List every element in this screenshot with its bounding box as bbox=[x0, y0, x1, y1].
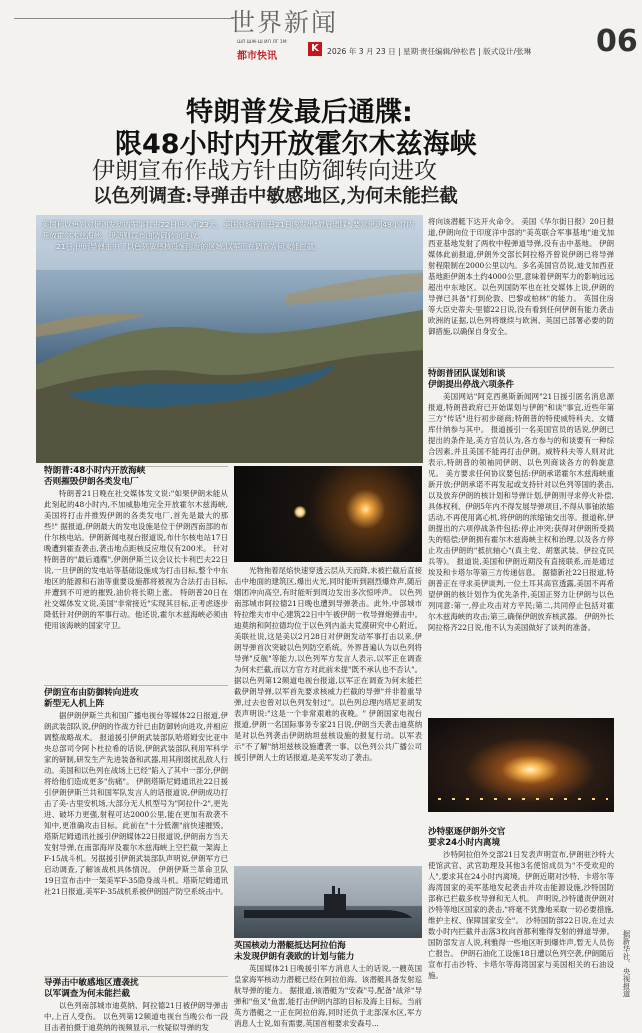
paper-logo-small: ШЛ ШЖ-Ш ИЛ ЛГ 1М bbox=[237, 40, 287, 45]
col3-section-5 bbox=[428, 369, 614, 721]
s3-body: 以色列南部城市迪莫纳、阿拉德21日被伊朗导弹击中,上百人受伤。 以色列第12频道电视台当晚公布一段目击者拍摄于迪莫纳的视频显示,一枚疑似导弹的发 bbox=[44, 1001, 228, 1032]
date-line: 2026 年 3 月 23 日 | 星期一 bbox=[327, 47, 426, 56]
s4-heading-1: 英国核动力潜艇抵达阿拉伯海 bbox=[234, 941, 346, 951]
col3-section-6 bbox=[428, 827, 614, 1019]
s4-heading-2: 未发现伊朗有袭欧的计划与能力 bbox=[234, 952, 355, 962]
s2-heading-1: 伊朗宣布由防御转向进攻 bbox=[44, 688, 139, 698]
masthead-rule bbox=[14, 18, 234, 19]
lead-paragraph-1: 美国和以色列对伊朗发动的军事打击22日进入第23天。美国总统特朗普21日晚发出"最后通牒",要求伊朗48小时内开放霍尔木兹海峡。伊朗则宣布由防御转向进攻。 bbox=[42, 220, 414, 240]
s1-heading-2: 否则摧毁伊朗各类发电厂 bbox=[44, 477, 139, 487]
paper-logo-name: 都市快讯 bbox=[237, 51, 277, 62]
credits-line: 责任编辑/钟松君 | 版式设计/张琳 bbox=[420, 47, 532, 56]
s2-heading-2: 新型无人机上阵 bbox=[44, 699, 105, 709]
headline-sub: 伊朗宣布作战方针由防御转向进攻 bbox=[92, 158, 437, 184]
lead-paragraph-2: 21日,伊朗导弹击中了以色列敏感核设施附近的区域,以军正在调查为何未能拦截。 bbox=[56, 242, 322, 251]
col2-body-1: 光物拖着尾焰快速穿透云层从天而降,未被拦截后直接击中地面的建筑区,爆出火光,同时能听到剧烈爆炸声,随后烟团冲向高空,有时能听到周边发出多次惊呼声。 以色列南部城市阿拉德21日晚也遭到导弹袭击。此外,中部城市特拉维夫市中心建筑22日中午被伊朗一枚导弹炮弹击中。 迪莫纳和阿拉德均位于以色列内盖夫荒漠研究中心附近。美联社说,这是美以2月28日对伊朗发动军事打击以来,伊朗导弹首次突破以色列防空系统。外界普遍认为以色列将导弹"反舰"等能力,以色列军方发言人表示,以军正在调查为何未拦截,而以方官方对此前未提"既不承认也不否认"。 据以色列第12频道电视台报道,以军正在调查为何未能拦截伊朗导弹,以军首先要求核威力拦截的导弹"并非着重导弹,过去也曾对以色列发射过"。以色列总理内塔尼亚胡发表声明说:"这是一个非常艰难的夜晚。" 伊朗国家电视台报道,伊朗一名国际事务专家21日说,伊朗当天袭击迪莫纳是对以色列袭击伊朗纳坦兹核设施的报复行动。以军表示"不了解"纳坦兹核设施遭袭一事。以色列公共广播公司援引伊朗人士的话报道,是美军发动了袭击。 bbox=[234, 566, 422, 762]
lead-photo-art bbox=[36, 215, 423, 463]
page-number: 06 bbox=[596, 24, 638, 59]
lead-text-box bbox=[42, 219, 414, 252]
masthead bbox=[0, 0, 642, 68]
submarine-photo bbox=[234, 866, 422, 938]
s3-heading-1: 导弹击中敏感地区遭袭扰 bbox=[44, 978, 139, 988]
s2-body: 据伊朗伊斯兰共和国广播电视台等媒体22日报道,伊朗武装部队说,伊朗的作战方针已由防御转向进攻,并相应调整战略战术。 报道援引伊朗武装部队哈塔姆安比亚中央总部司令阿卜杜拉希的话说,伊朗武装部队利用军科学家的研制,研发生产先进装备和武器,用其削弱扰乱敌人行动。美国和以色列在战场上已经"陷入了其中一部分,伊朗将给他们造成更多"伤痛"。 伊朗塔斯尼姆通讯社22日援引伊朗伊斯兰共和国军队发言人的话报道说,伊朗成功打击了美-古里安机场,大部分无人机型号为"阿拉什-2",更先进、破坏力更强,射程可达2000公里,能在更加有敌袭不知中,更准确攻击目标。此前在"十分低潮"前快速摧毁。 塔斯尼姆通讯社援引伊朗媒体22日报道说,伊朗南方当天发射导弹,在南部海岸及霍尔木兹海峡上空拦截一架海上F-15战斗机。另据援引伊朗武装部队声明说,伊朗军方已启动调查,了解该战机具体情况。 伊朗伊斯兰革命卫队19日宣布击中一架美军F-35隐身战斗机。塔斯尼姆通讯社21日报道,美军F-35战机系被伊朗国产防空系统击中。 bbox=[44, 711, 228, 896]
s5-heading-2: 伊朗提出停战六项条件 bbox=[428, 380, 514, 390]
section-title: 世界新闻 bbox=[230, 8, 339, 37]
col1-rule-2 bbox=[44, 685, 228, 686]
side-credit: 据新华社、央视报道 bbox=[622, 930, 631, 998]
s5-heading-1: 特朗普团队谋划和谈 bbox=[428, 369, 506, 379]
headline-sub2: 以色列调查:导弹击中敏感地区,为何未能拦截 bbox=[93, 186, 458, 207]
lead-photo bbox=[36, 215, 423, 463]
col1-section-3 bbox=[44, 978, 228, 1032]
col3-body-1: 将向该潜艇下达开火命令。 美国《华尔街日报》20日报道,伊朗向位于印度洋中部的"美英联合军事基地"迪戈加西亚基地发射了两枚中程弹道导弹,没有击中基地。 伊朗媒体此前报道,伊朗外交部长阿拉格齐曾说伊朗已将导弹射程限制在2000公里以内。多名美国官员说,迪戈加西亚基地距伊朗本土约4000公里,意味着伊朗军力的影响远远超出中东地区。以色列国防军也在社交媒体上说,伊朗的导弹已具备"打到伦敦、巴黎或柏林"的能力。 英国住房等大臣史蒂夫·里德22日说,没有看到任何伊朗有能力袭击欧洲的证据,以色列将继续与欧洲、英国已部署必要的防御措施,以确保自身安全。 bbox=[428, 217, 614, 336]
s6-heading-1: 沙特驱逐伊朗外交官 bbox=[428, 827, 506, 837]
submarine-icon bbox=[234, 866, 422, 938]
s4-body: 英国媒体21日晚援引军方消息人士的话说,一艘英国皇家海军核动力潜艇已经在阿拉伯海。该潜艇具备发射巡航导弹的能力。 据报道,该潜艇为"安森"号,配备"战斧"导弹和"鱼叉"鱼雷,能打击伊朗内部的目标及海上目标。当前英方潜艇之一正在阿拉伯海,同时还负于北部深水区,军方消息人士说,如有需要,英国首相要求安森号... bbox=[234, 964, 422, 1028]
s1-heading-1: 特朗普:48小时内开放海峡 bbox=[44, 466, 146, 476]
missile-night-photo bbox=[234, 466, 422, 562]
s1-body: 特朗普21日晚在社交媒体发文说:"如果伊朗未能从此刻起的48小时内,不加威胁地完全开放霍尔木兹海峡,美国将打击并推毁伊朗的各类发电厂,首先是最大的那些!" 据报道,伊朗最大的发电设施是位于伊朗西南部的布什尔核电站。伊朗新闻电视台报道说,布什尔核电站17日晚遭到霍查袭击,袭击地点距核反应堆仅有200米。 针对特朗普的"最后通牒",伊朗伊斯兰议会议长卡利巴夫22日说,一旦伊朗的发电站等基础设施成为打击目标,整个中东地区的能源和石油等重要设施都将被视为合法打击目标,并遭到不可逆的摧毁,油价将长期上涨。 特朗普20日在社交媒体发文说,美国"非常接近"实现其目标,正考虑逐步降低针对伊朗的军事行动。他还说,霍尔木兹海峡必须由使用该海峡的国家守卫。 bbox=[44, 489, 228, 630]
col1-section-1 bbox=[44, 466, 228, 664]
col2-section-4 bbox=[234, 941, 422, 1028]
col1-section-2 bbox=[44, 688, 228, 974]
explosion-night-photo bbox=[428, 718, 614, 812]
s5-body: 美国网站"阿克西奥斯新闻网"21日援引匿名消息源报道,特朗普政府已开始谋划与伊朗"和谈"事宜,近些年第三方"传话"进行初步磋商;特朗普的特使威特科夫、女婿库什纳参与其中。 报道援引一名美国官员的话说,伊朗已提出的条件是,美方官员认为,各方参与的和谈要有一种综合因素,并且美国不能再打击伊朗。威特科夫等人则对此表示,特朗普的领袖同伊朗、以色列商谈各方的斡旋意见。 美方要求任何协议要包括:伊朗承诺霍尔木兹海峡重新开放;伊朗承诺不再发起或支持针对以色列等国的袭击,以及放弃伊朗的核计划和导弹计划,伊朗则寻求停火补偿,具体权利、伊朗5年内不得发展导弹项目,不得从事铀浓缩活动,不再使用离心机,将伊朗的浓缩铀交出等。报道称,伊朗提出的六项停战条件包括:停止冲突;获得对伊朗所受损失的赔偿;伊朗拥有霍尔木兹海峡主权和治理,以及各方停止攻击伊朗的"抵抗轴心"(真主党、胡塞武装、伊拉克民兵等)。 报道说,美国和伊朗近期没有直接联系,而是通过埃及和卡塔尔等第三方传递信息。 据德新社22日报道,特朗普正在寻求美伊谈判,一位土耳其高官透露,美国不再希望伊朗的核计划作为优先条件,美国正努力让伊朗与以色列同意:第一,停止攻击对方平民;第二,共同停止包括对霍尔木兹海峡的攻击;第三,确保伊朗放弃核武器。 伊朗外长阿拉格齐22日说,他不认为美国做好了谈判的准备。 bbox=[428, 392, 614, 632]
s6-body: 沙特阿拉伯外交部21日发表声明宣布,伊朗驻沙特大使馆武官、武官助理及其他3名使馆成员为"不受欢迎的人",要求其在24小时内离境。伊朗近期对沙特、卡塔尔等海湾国家的美军基地发起袭击并攻击能源设施,沙特国防部称已拦截多枚导弹和无人机。 声明说,沙特谴责伊朗对沙特等地区国家的袭击,"将毫不犹豫地采取一切必要措施,维护主权、保障国家安全"。 沙特国防部22日说,在过去数小时内拦截并击落3枚向首都利雅得发射的弹道导弹。国防部发言人说,利雅得一些地区听到爆炸声,暂无人员伤亡报告。 伊朗石油化工设施18日遭以色列空袭,伊朗随后宣布打击沙特、卡塔尔等海湾国家与美国相关的石油设施。 bbox=[428, 850, 614, 980]
col3-rule-1 bbox=[428, 367, 614, 368]
col1-rule-3 bbox=[44, 976, 228, 977]
street-lights bbox=[438, 798, 608, 800]
missile-flare-icon bbox=[294, 506, 306, 518]
s6-heading-2: 要求24小时内离境 bbox=[428, 838, 501, 848]
headline-main: 限48小时内开放霍尔木兹海峡 bbox=[115, 129, 477, 160]
paper-logo-mark-icon: K bbox=[308, 42, 322, 56]
s3-heading-2: 以军调查为何未能拦截 bbox=[44, 989, 130, 999]
headline-kicker: 特朗普发最后通牒: bbox=[186, 97, 413, 128]
